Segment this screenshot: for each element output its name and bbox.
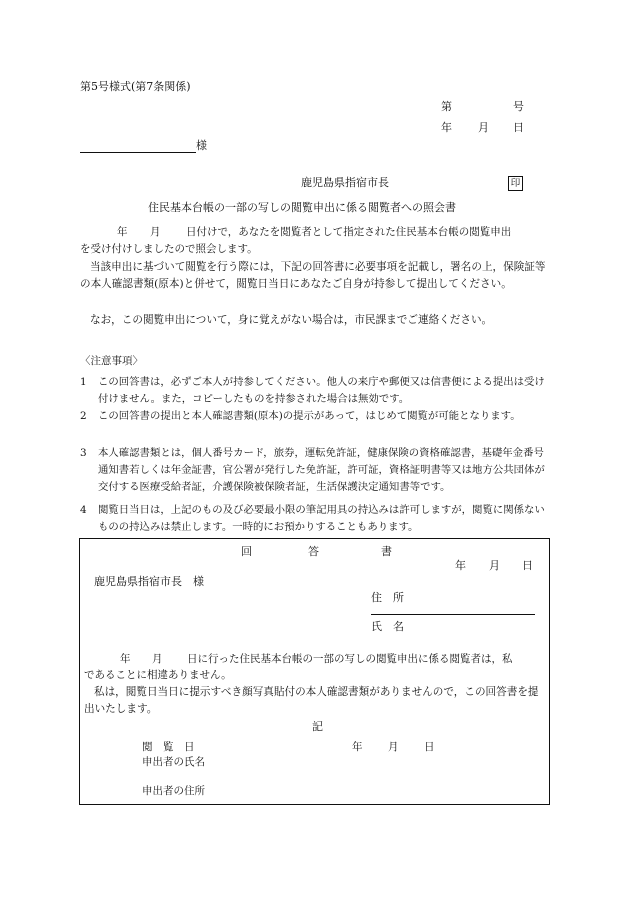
- number-go: 号: [513, 100, 524, 113]
- reply-text2: 私は，閲覧日当日に提示すべき顔写真貼付の本人確認書類がありませんので，この回答書を提出いたします。: [84, 686, 539, 715]
- reply-date-month: 月: [489, 559, 500, 572]
- note-text: 本人確認書類とは，個人番号カード，旅券，運転免許証，健康保険の資格確認書，基礎年金番号通知書若しくは年金証書，官公署が発行した免許証，許可証，資格証明書等又は地方公共団体が交付する医療受給者証，介護保険被保険者証，生活保護決定通知書等です。: [98, 447, 545, 493]
- note-number: 3: [80, 447, 87, 459]
- applicant-address-label: 申出者の住所: [142, 785, 205, 797]
- applicant-name-label: 申出者の氏名: [142, 756, 205, 768]
- form-number: 第5号様式(第7条関係): [80, 80, 191, 93]
- notes-heading: 〈注意事項〉: [80, 355, 143, 367]
- visit-month: 月: [388, 741, 399, 753]
- reply-title-1: 回: [241, 545, 252, 558]
- paragraph-3: なお，この閲覧申出について，身に覚えがない場合は，市民課までご連絡ください。: [90, 314, 493, 326]
- date-year: 年: [441, 121, 452, 134]
- note-item-2: [80, 408, 552, 425]
- note-item-1: [80, 374, 552, 408]
- note-text: 閲覧日当日は，上記のもの及び必要最小限の筆記用具の持込みは許可しますが，閲覧に関係ないものの持込みは禁止します。一時的にお預かりすることもあります。: [98, 504, 545, 533]
- date-day: 日: [513, 121, 524, 134]
- reply-text1-month: 月: [152, 653, 163, 665]
- note-number: 2: [80, 410, 87, 422]
- p1-line2: を受け付けしましたので照会します。: [80, 243, 258, 255]
- address-line: [371, 614, 535, 615]
- note-text: この回答書の提出と本人確認書類(原本)の提示があって，はじめて閲覧が可能となります。: [98, 410, 521, 422]
- visit-day: 日: [424, 741, 435, 753]
- number-dai: 第: [441, 100, 452, 113]
- reply-text1-year: 年: [120, 653, 131, 665]
- reply-text1-line2: であることに相違ありません。: [84, 669, 232, 681]
- note-item-3: [80, 445, 552, 496]
- note-number: 4: [80, 504, 87, 516]
- name-label: 氏 名: [371, 620, 404, 633]
- paragraph-2: 当該申出に基づいて閲覧を行う際には，下記の回答書に必要事項を記載し，署名の上，保険証等の本人確認書類(原本)と併せて，閲覧日当日にあなたご自身が持参して提出してください。: [80, 261, 546, 290]
- document-title: 住民基本台帳の一部の写しの閲覧申出に係る閲覧者への照会書: [148, 201, 456, 214]
- reply-date-year: 年: [455, 559, 466, 572]
- visit-year: 年: [352, 741, 363, 753]
- addressee-sama: 様: [196, 139, 207, 152]
- address-label: 住 所: [371, 591, 404, 604]
- p1-year: 年: [117, 226, 128, 238]
- p1-month: 月: [150, 226, 161, 238]
- ki-label: 記: [312, 720, 323, 733]
- reply-addressee: 鹿児島県指宿市長 様: [94, 575, 204, 588]
- reply-title-2: 答: [308, 545, 319, 558]
- addressee-line: [80, 152, 196, 153]
- date-month: 月: [478, 121, 489, 134]
- p1-line1: 日付けで，あなたを閲覧者として指定された住民基本台帳の閲覧申出: [186, 226, 512, 238]
- note-item-4: [80, 502, 552, 536]
- reply-title-3: 書: [381, 545, 392, 558]
- note-number: 1: [80, 376, 87, 388]
- reply-text1-rest: 日に行った住民基本台帳の一部の写しの閲覧申出に係る閲覧者は，私: [187, 653, 513, 665]
- reply-date-day: 日: [522, 559, 533, 572]
- seal-mark: 印: [508, 176, 523, 191]
- issuer-name: 鹿児島県指宿市長: [301, 176, 389, 189]
- note-text: この回答書は，必ずご本人が持参してください。他人の来庁や郵便又は信書便による提出は受け付けません。また，コピーしたものを持参された場合は無効です。: [98, 376, 545, 405]
- visit-date-label: 閲 覧 日: [142, 741, 195, 753]
